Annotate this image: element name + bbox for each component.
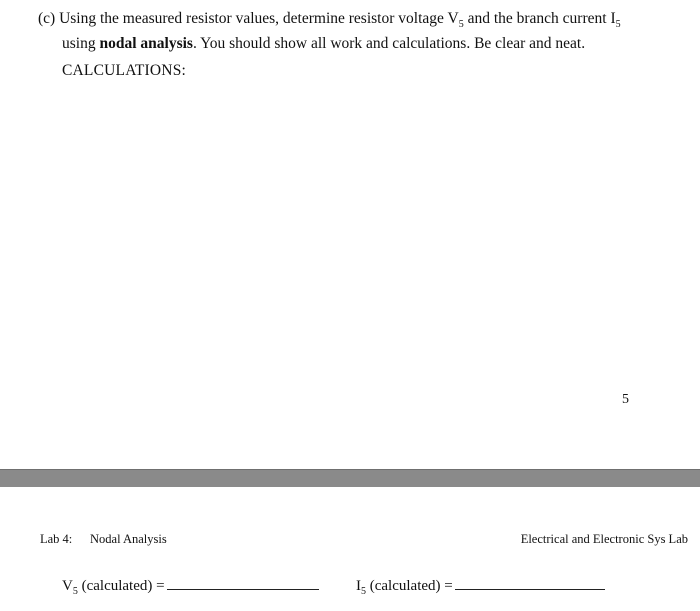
i5-answer-blank[interactable] xyxy=(455,577,605,590)
question-line1: Using the measured resistor values, determine resistor voltage V xyxy=(59,10,459,27)
course-title: Electrical and Electronic Sys Lab xyxy=(520,532,688,546)
lab-number: Lab 4: xyxy=(40,532,73,546)
lab-header xyxy=(40,532,167,547)
i5-result-field: $I_5$ (calculated) = xyxy=(356,577,605,597)
question-part: (c) xyxy=(38,10,56,27)
i5-subscript: 5 xyxy=(615,19,621,31)
page-number: 5 xyxy=(622,392,629,407)
v5-subscript: 5 xyxy=(458,19,464,31)
question-line2: using nodal analysis. You should show all work and calculations. Be clear and neat. xyxy=(62,35,586,53)
v5-result-field: $V_5$ (calculated) = xyxy=(62,577,319,597)
question-line1-mid: and the branch current I xyxy=(463,10,616,27)
lab-title: Nodal Analysis xyxy=(90,532,167,546)
page-divider xyxy=(0,469,700,487)
nodal-analysis-bold: nodal analysis xyxy=(99,35,193,53)
question-text xyxy=(38,9,678,53)
calculations-label: CALCULATIONS: xyxy=(62,62,187,79)
v5-answer-blank[interactable] xyxy=(167,577,319,590)
